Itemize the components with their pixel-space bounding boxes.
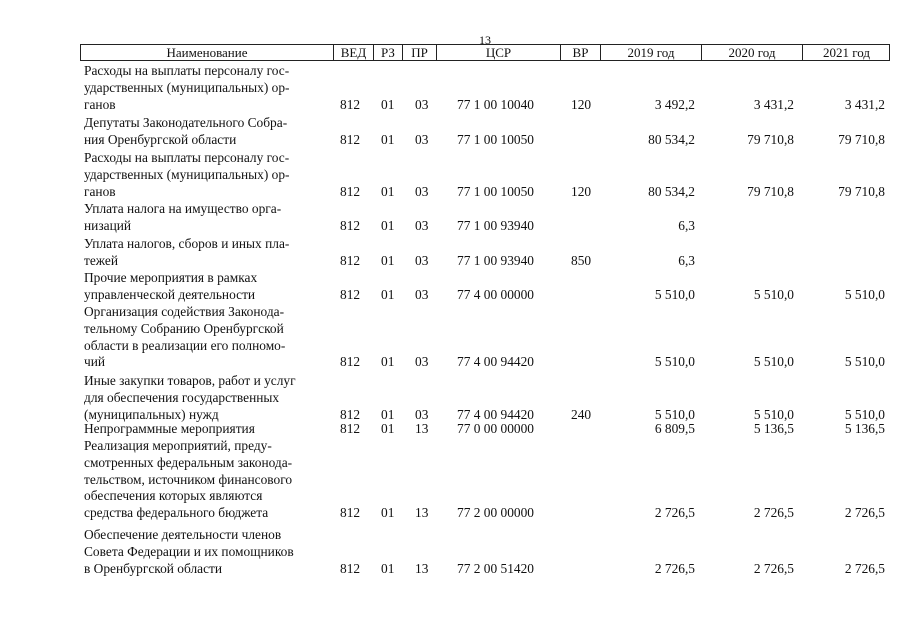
row-2019: 5 510,0 <box>654 406 695 422</box>
row-2019: 5 510,0 <box>654 286 695 302</box>
row-name-line: ударственных (муниципальных) ор- <box>84 79 290 95</box>
row-rz: 01 <box>381 505 395 521</box>
row-2019: 6 809,5 <box>654 421 695 436</box>
row-csr: 77 0 00 00000 <box>457 421 534 436</box>
row-rz: 01 <box>381 421 395 436</box>
row-2019: 2 726,5 <box>654 505 695 521</box>
row-name <box>84 150 329 200</box>
row-csr: 77 1 00 10040 <box>457 96 534 112</box>
row-rz: 01 <box>381 252 395 268</box>
row-2019: 80 534,2 <box>648 183 695 199</box>
table-header <box>80 44 890 61</box>
row-csr: 77 2 00 51420 <box>457 560 534 576</box>
row-name-line: Совета Федерации и их помощников <box>84 543 294 559</box>
table-row <box>0 270 905 304</box>
row-pr: 03 <box>415 406 429 422</box>
row-name-line: низаций <box>84 217 132 233</box>
table-row <box>0 236 905 270</box>
row-2019: 3 492,2 <box>654 96 695 112</box>
row-csr: 77 1 00 10050 <box>457 183 534 199</box>
row-name <box>84 270 329 304</box>
row-rz: 01 <box>381 286 395 302</box>
row-vr: 240 <box>571 406 592 422</box>
row-name-line: в Оренбургской области <box>84 560 223 576</box>
row-name-line: Организация содействия Законода- <box>84 304 285 319</box>
row-2020: 5 510,0 <box>753 406 794 422</box>
row-name-line: Расходы на выплаты персоналу гос- <box>84 150 290 165</box>
row-ved: 812 <box>340 354 361 370</box>
row-name-line: Расходы на выплаты персоналу гос- <box>84 63 290 78</box>
row-name <box>84 115 329 149</box>
row-2020: 5 510,0 <box>753 286 794 302</box>
row-pr: 03 <box>415 96 429 112</box>
row-name <box>84 236 329 270</box>
row-rz: 01 <box>381 560 395 576</box>
row-csr: 77 2 00 00000 <box>457 505 534 521</box>
row-name <box>84 421 329 438</box>
row-name <box>84 373 329 423</box>
row-name-line: Прочие мероприятия в рамках <box>84 270 258 285</box>
table-row <box>0 527 905 577</box>
row-2019: 6,3 <box>678 217 695 233</box>
row-2019: 6,3 <box>678 252 695 268</box>
header-name: Наименование <box>166 45 248 60</box>
row-2019: 2 726,5 <box>654 560 695 576</box>
row-ved: 812 <box>340 286 361 302</box>
header-2019: 2019 год <box>600 45 701 60</box>
row-ved: 812 <box>340 421 361 436</box>
row-name-line: Обеспечение деятельности членов <box>84 527 282 542</box>
row-pr: 03 <box>415 183 429 199</box>
row-pr: 13 <box>415 421 429 436</box>
row-pr: 03 <box>415 131 429 147</box>
row-name-line: Депутаты Законодательного Собра- <box>84 115 288 130</box>
row-pr: 03 <box>415 354 429 370</box>
row-ved: 812 <box>340 406 361 422</box>
row-ved: 812 <box>340 183 361 199</box>
row-csr: 77 4 00 94420 <box>457 406 534 422</box>
row-2020: 5 510,0 <box>753 354 794 370</box>
row-pr: 13 <box>415 560 429 576</box>
row-2021: 2 726,5 <box>844 505 885 521</box>
row-2021: 5 510,0 <box>844 286 885 302</box>
row-vr: 120 <box>571 96 592 112</box>
table-row <box>0 150 905 200</box>
row-name-line: (муниципальных) нужд <box>84 406 219 422</box>
header-2021: 2021 год <box>802 45 890 60</box>
row-2020: 5 136,5 <box>753 421 794 436</box>
row-name-line: средства федерального бюджета <box>84 505 269 521</box>
row-name <box>84 438 329 522</box>
row-rz: 01 <box>381 217 395 233</box>
header-ved: ВЕД <box>333 45 373 60</box>
header-vr: ВР <box>560 45 600 60</box>
row-pr: 03 <box>415 286 429 302</box>
row-2021: 3 431,2 <box>844 96 885 112</box>
table-row <box>0 304 905 371</box>
row-ved: 812 <box>340 96 361 112</box>
row-name-line: Уплата налога на имущество орга- <box>84 201 282 216</box>
row-csr: 77 4 00 94420 <box>457 354 534 370</box>
row-name-line: ганов <box>84 96 116 112</box>
table-row <box>0 115 905 149</box>
row-rz: 01 <box>381 131 395 147</box>
row-csr: 77 1 00 10050 <box>457 131 534 147</box>
row-ved: 812 <box>340 505 361 521</box>
header-csr: ЦСР <box>436 45 560 60</box>
row-2021: 5 510,0 <box>844 406 885 422</box>
table-row <box>0 63 905 113</box>
table-row <box>0 438 905 522</box>
row-rz: 01 <box>381 354 395 370</box>
row-pr: 13 <box>415 505 429 521</box>
row-2021: 5 510,0 <box>844 354 885 370</box>
row-name-line: смотренных федеральным законода- <box>84 454 293 470</box>
row-rz: 01 <box>381 406 395 422</box>
row-2020: 3 431,2 <box>753 96 794 112</box>
row-ved: 812 <box>340 252 361 268</box>
page-number: 13 <box>479 33 491 47</box>
row-2020: 79 710,8 <box>747 131 794 147</box>
row-name-line: тежей <box>84 252 118 268</box>
row-name-line: Уплата налогов, сборов и иных пла- <box>84 236 290 251</box>
row-ved: 812 <box>340 131 361 147</box>
row-csr: 77 1 00 93940 <box>457 217 534 233</box>
row-2020: 79 710,8 <box>747 183 794 199</box>
table-row <box>0 421 905 438</box>
row-name-line: Непрограммные мероприятия <box>84 421 255 436</box>
row-pr: 03 <box>415 217 429 233</box>
row-2021: 2 726,5 <box>844 560 885 576</box>
row-name-line: Иные закупки товаров, работ и услуг <box>84 373 296 388</box>
row-csr: 77 4 00 00000 <box>457 286 534 302</box>
row-name-line: чий <box>84 354 106 370</box>
row-name-line: ганов <box>84 183 116 199</box>
row-rz: 01 <box>381 183 395 199</box>
table-row <box>0 201 905 235</box>
row-2021: 79 710,8 <box>838 131 885 147</box>
row-name-line: обеспечения которых являются <box>84 488 263 504</box>
row-name-line: тельному Собранию Оренбургской <box>84 320 284 336</box>
row-2021: 79 710,8 <box>838 183 885 199</box>
row-name <box>84 201 329 235</box>
row-2021: 5 136,5 <box>844 421 885 436</box>
row-vr: 120 <box>571 183 592 199</box>
header-2020: 2020 год <box>701 45 802 60</box>
row-name-line: области в реализации его полномо- <box>84 337 286 353</box>
row-name-line: ударственных (муниципальных) ор- <box>84 166 290 182</box>
row-name-line: для обеспечения государственных <box>84 389 280 405</box>
row-2020: 2 726,5 <box>753 560 794 576</box>
row-name-line: Реализация мероприятий, преду- <box>84 438 272 453</box>
row-rz: 01 <box>381 96 395 112</box>
table-row <box>0 373 905 423</box>
row-vr: 850 <box>571 252 592 268</box>
row-2019: 5 510,0 <box>654 354 695 370</box>
row-name <box>84 527 329 577</box>
row-name-line: тельством, источником финансового <box>84 471 293 487</box>
row-name-line: ния Оренбургской области <box>84 131 237 147</box>
row-ved: 812 <box>340 217 361 233</box>
row-2020: 2 726,5 <box>753 505 794 521</box>
row-pr: 03 <box>415 252 429 268</box>
row-2019: 80 534,2 <box>648 131 695 147</box>
header-rz: РЗ <box>373 45 402 60</box>
row-name-line: управленческой деятельности <box>84 286 256 302</box>
row-ved: 812 <box>340 560 361 576</box>
row-csr: 77 1 00 93940 <box>457 252 534 268</box>
row-name <box>84 63 329 113</box>
row-name <box>84 304 329 371</box>
header-pr: ПР <box>402 45 436 60</box>
